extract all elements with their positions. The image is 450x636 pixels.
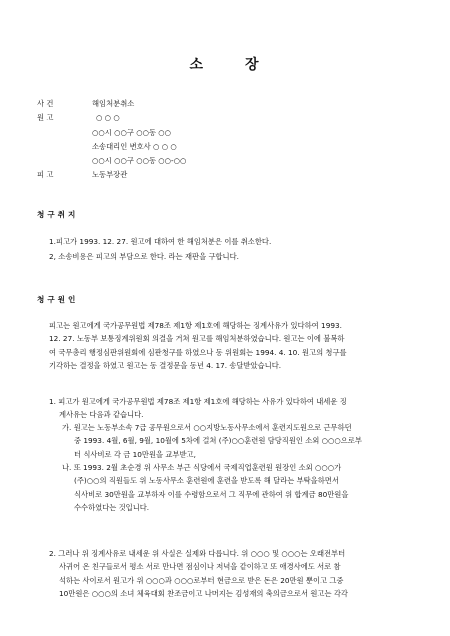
plaintiff-name: ○ ○ ○	[96, 113, 120, 122]
claim-purpose-heading: 청구취지	[37, 210, 79, 219]
item2-line: 10만원은 ○○○의 소녀 체육대회 찬조금이고 나머지는 김성재의 축의금으로서 원고는 각각	[59, 589, 348, 599]
case-label: 사 건	[37, 99, 54, 108]
plaintiff-address: ○○시 ○○구 ○○동 ○○	[92, 128, 172, 137]
defendant-label: 피 고	[37, 170, 54, 179]
intro-line: 12. 27. 노동부 보통징계위원회 의결을 거쳐 원고를 해임처분하였습니다. 원고는 이에 불복하	[49, 334, 345, 344]
claim-purpose-line-2: 2, 소송비용은 피고의 부담으로 한다. 라는 재판을 구합니다.	[49, 252, 239, 261]
claim-cause-item-1-na	[62, 461, 348, 515]
claim-purpose-line-1: 1.피고가 1993. 12. 27. 원고에 대하여 한 해임처분은 이를 취소한다.	[49, 237, 272, 246]
intro-line: 기각하는 결정을 하였고 원고는 동 결정문을 동년 4. 17. 송달받았습니다.	[49, 361, 282, 371]
claim-cause-item-2	[49, 547, 348, 601]
ga-line: 가. 원고는 노동부소속 7급 공무원으로서 ○○지방노동사무소에서 훈련지도원으로 근무하던	[62, 423, 352, 432]
title-char-1: 소	[189, 57, 205, 73]
ga-line: 중 1993. 4월, 6월, 9월, 10월에 5차에 걸쳐 (주)○○훈련원 담당직원인 소외 ○○○으로부	[74, 436, 362, 446]
item1-line: 계사유는 다음과 같습니다.	[59, 410, 144, 420]
claim-cause-heading: 청구원인	[37, 295, 79, 304]
title-char-2: 장	[245, 57, 261, 73]
na-line: 수수하였다는 것입니다.	[74, 503, 150, 513]
ga-line: 터 식사비로 각 금 10만원을 교부받고,	[74, 449, 196, 459]
plaintiff-label: 원 고	[37, 113, 54, 122]
case-value: 해임처분취소	[92, 99, 135, 108]
claim-cause-item-1-ga	[62, 421, 362, 461]
item1-line: 1. 피고가 원고에게 국가공무원법 제78조 제1항 제1호에 해당하는 사유가 있다하여 내세운 징	[49, 397, 347, 406]
item2-line: 사귀어 온 친구들로서 평소 서로 만나면 점심이나 저녁을 같이하고 또 애경사에도 서로 참	[59, 562, 341, 572]
item2-line: 2. 그러나 위 징계사유로 내세운 위 사실은 실제와 다릅니다. 위 ○○○ 및 ○○○는 오래전부터	[49, 549, 346, 558]
na-line: (주)○○의 직원들도 위 노동사무소 훈련원에 훈련을 받도록 해 달라는 부탁을하면서	[74, 476, 339, 486]
intro-line: 여 국무총리 행정심판위원회에 심판청구를 하였으나 동 위원회는 1994. 4. 10. 원고의 청구를	[49, 347, 347, 357]
intro-line: 피고는 원고에게 국가공무원법 제78조 제1항 제1호에 해당하는 징계사유가 있다하여 1993.	[49, 321, 342, 330]
item2-line: 석하는 사이로서 원고가 위 ○○○과 ○○○로부터 현금으로 받은 돈은 20만원 뿐이고 그중	[59, 575, 344, 585]
plaintiff-representative: 소송대리인 변호사 ○ ○ ○	[92, 142, 177, 151]
na-line: 나. 또 1993. 2월 초순경 위 사무소 부근 식당에서 국제직업훈련원 원장인 소외 ○○○가	[62, 463, 342, 472]
claim-cause-intro	[49, 319, 347, 373]
defendant-value: 노동부장관	[92, 170, 128, 179]
document-title	[0, 54, 450, 74]
na-line: 식사비로 30만원을 교부하자 이를 수령함으로서 그 직무에 관하여 위 합계금 80만원을	[74, 489, 349, 499]
representative-address: ○○시 ○○구 ○○동 ○○-○○	[92, 156, 187, 165]
claim-cause-item-1	[49, 395, 347, 422]
